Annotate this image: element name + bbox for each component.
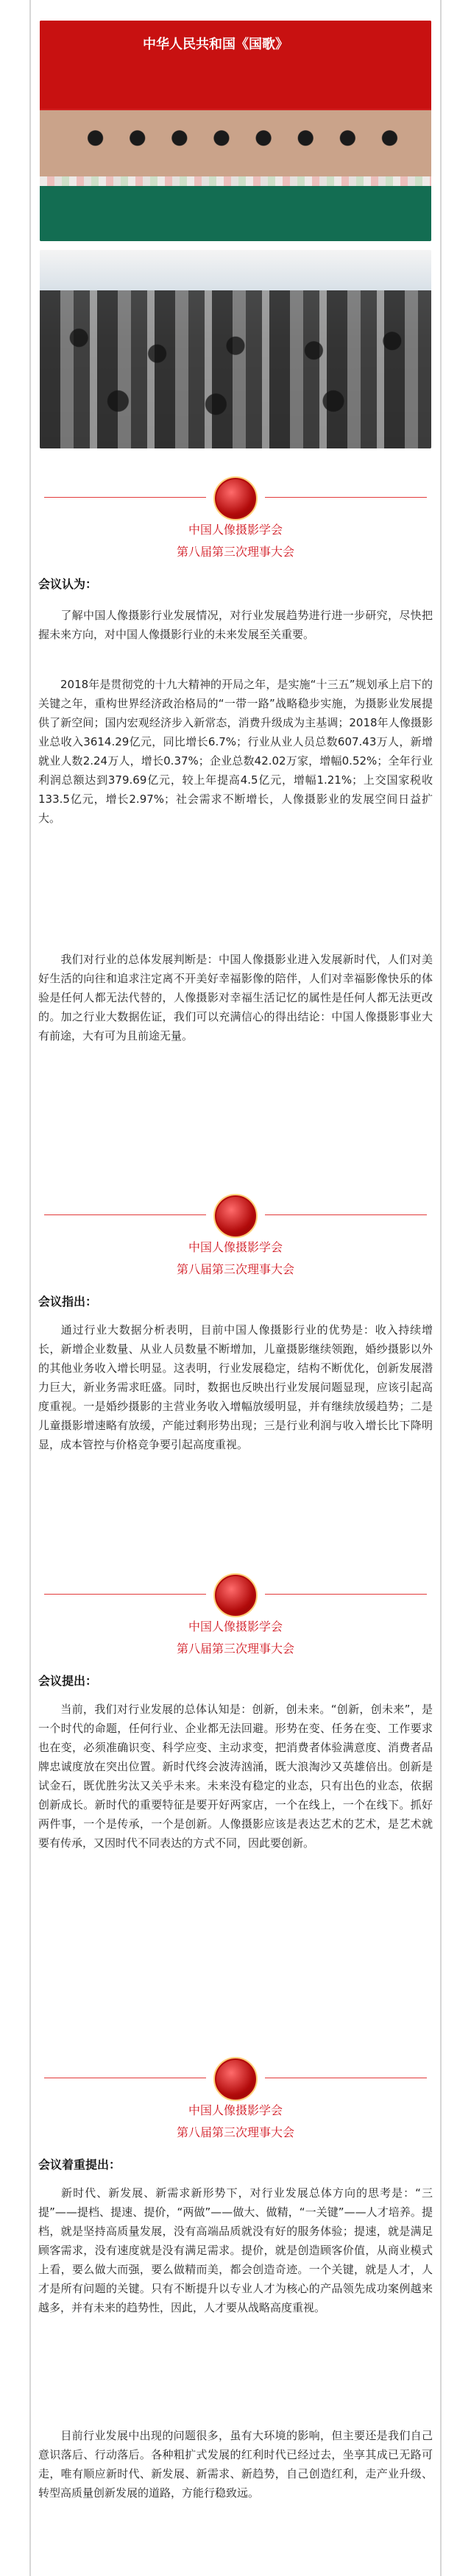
paragraph-text: 当前，我们对行业发展的总体认知是：创新，创未来。“创新，创未来”，是一个时代的命题，任何行业、企业都无法回避。形势在变、任务在变、工作要求也在变，必须准确识变、科学应变、主动求变，把消费者体验满意度、消费者品牌忠诚度放在突出位置。新时代终会波涛汹涌，既大浪淘沙又英雄倍出。创新是试金石，既优胜劣汰又关乎未来。未来没有稳定的业态，只有出色的业态，依据创新成长。新时代的重要特征是要开好两家店，一个在线上，一个在线下。抓好两件事，一个是传承，一个是创新。人像摄影应该是表达艺术的艺术，是艺术就要有传承，又因时代不同表达的方式不同，因此要创新。 — [38, 1703, 433, 1850]
section-title-2: 第八届第三次理事大会 — [176, 1262, 294, 1276]
logo-emblem-icon — [213, 1194, 258, 1238]
divider-line-right — [265, 497, 427, 498]
audience-heads — [40, 290, 431, 448]
paragraph — [38, 675, 433, 828]
divider-line-right — [265, 1594, 427, 1595]
meeting-photo-stage — [40, 21, 431, 241]
banner-text: 中华人民共和国《国歌》 — [143, 37, 288, 52]
section-title-2: 第八届第三次理事大会 — [176, 545, 294, 559]
logo-emblem-icon — [213, 476, 258, 520]
paragraph-text: 我们对行业的总体发展判断是：中国人像摄影业进入发展新时代，人们对美好生活的向往和追求注定离不开美好幸福影像的陪伴，人们对幸福影像快乐的体验是任何人都无法代替的，人像摄影对幸福生活记忆的属性是任何人都无法更改的。加之行业大数据佐证，我们可以充满信心的得出结论：中国人像摄影事业大有前途，大有可为且前途无量。 — [38, 953, 433, 1042]
section-title-2: 第八届第三次理事大会 — [176, 2125, 294, 2139]
paragraph — [38, 2183, 433, 2317]
paragraph-text: 2018年是贯彻党的十九大精神的开局之年，是实施“十三五”规划承上启下的关键之年，重构世界经济政治格局的“一带一路”战略稳步实施，为摄影业发展提供了新空间；国内宏观经济步入新常态，消费升级成为主基调；2018年人像摄影业总收入3614.29亿元，同比增长6.7%；行业从业人员总数607.43万人，新增就业人数2.24万人，增长0.37%；企业总数42.02万家，增幅0.52%；全年行业利润总额达到379.69亿元，较上年提高4.5亿元，增幅1.21%；上交国家税收133.5亿元，增长2.97%；社会需求不断增长，人像摄影业的发展空间日益扩大。 — [38, 678, 433, 825]
paragraph-text: 了解中国人像摄影行业发展情况，对行业发展趋势进行进一步研究，尽快把握未来方向，对中国人像摄影行业的未来发展至关重要。 — [38, 609, 433, 641]
section-title-1: 中国人像摄影学会 — [188, 523, 283, 537]
logo-emblem-icon — [213, 1573, 258, 1617]
divider-line-left — [44, 1214, 206, 1215]
divider-line-left — [44, 497, 206, 498]
meeting-photo-audience — [40, 250, 431, 448]
section-heading: 会议指出： — [38, 1295, 98, 1309]
section-title-1: 中国人像摄影学会 — [188, 1240, 283, 1254]
section-title-2: 第八届第三次理事大会 — [176, 1642, 294, 1656]
section-heading: 会议着重提出： — [38, 2158, 121, 2172]
section-title-1: 中国人像摄影学会 — [188, 2103, 283, 2117]
divider-line-right — [265, 1214, 427, 1215]
paragraph-text: 目前行业发展中出现的问题很多，虽有大环境的影响，但主要还是我们自己意识落后、行动落后。各种粗扩式发展的红利时代已经过去，坐享其成已无路可走，唯有顺应新时代、新发展、新需求、新趋势，自己创造红利，走产业升级、转型高质量创新发展的道路，方能行稳致远。 — [38, 2429, 433, 2500]
paragraph — [38, 1320, 433, 1454]
green-tablecloth — [40, 186, 431, 241]
section-heading: 会议认为： — [38, 577, 98, 591]
stage-banner — [40, 21, 431, 109]
paragraph — [38, 950, 433, 1045]
paragraph-text: 通过行业大数据分析表明，目前中国人像摄影行业的优势是：收入持续增长，新增企业数量、从业人员数量不断增加，儿童摄影继续领跑，婚纱摄影以外的其他业务收入增长明显。这表明，行业发展稳定，结构不断优化，创新发展潜力巨大，新业务需求旺盛。同时，数据也反映出行业发展问题显现，应该引起高度重视。一是婚纱摄影的主营业务收入增幅放缓明显，并有继续放缓趋势；二是儿童摄影增速略有放缓，产能过剩形势出现；三是行业利润与收入增长比下降明显，成本管控与价格竞争要引起高度重视。 — [38, 1323, 433, 1451]
paragraph — [38, 606, 433, 644]
section-heading: 会议提出： — [38, 1674, 98, 1688]
paragraph — [38, 1700, 433, 1853]
divider-line-left — [44, 1594, 206, 1595]
paragraph-text: 新时代、新发展、新需求新形势下，对行业发展总体方向的思考是：“三提”——提档、提速、提价，“两做”——做大、做精，“一关键”——人才培养。提档，就是坚持高质量发展，没有高端品质就没有好的服务体验；提速，就是满足顾客需求，没有速度就是没有满足需求。提价，就是创造顾客价值，从商业模式上看，要么做大而强，要么做精而美，都会创造奇迹。一个关键，就是人才，人才是所有问题的关键。只有不断提升以专业人才为核心的产品领先成功案例越来越多，并有未来的趋势性，因此，人才要从战略高度重视。 — [38, 2186, 433, 2314]
paragraph — [38, 2426, 433, 2502]
logo-emblem-icon — [213, 2057, 258, 2101]
section-title-1: 中国人像摄影学会 — [188, 1620, 283, 1634]
